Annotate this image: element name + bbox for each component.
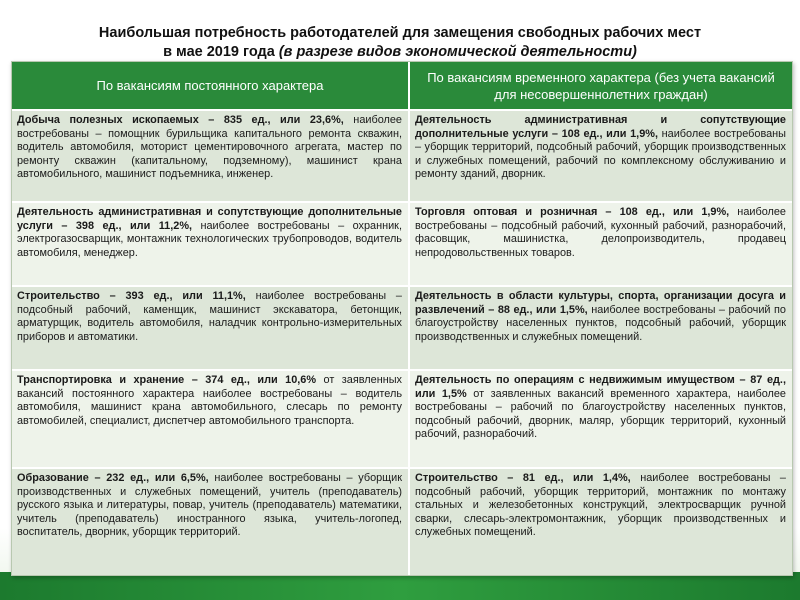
cell-text: наиболее востребованы – уборщик производственных и служебных помещений, учитель (преподаватель) русского языка и литературы, повар, учитель (преподаватель) математики, учитель (преподаватель) иностранного языка, учитель-логопед, воспитатель, дворник, уборщик территорий. — [17, 472, 402, 539]
cell-text: от заявленных вакансий временного характера, наиболее востребованы – рабочий по благоустройству населенных пунктов, подсобный рабочий, дворник, маляр, уборщик территорий, кухонный рабочий, разнорабочий. — [415, 387, 786, 441]
table-row — [12, 109, 792, 201]
cell-text: от заявленных вакансий постоянного характера наиболее востребованы – водитель автомобиля, машинист крана автомобильного, слесарь по ремонту автомобилей, специалист, диспетчер автомобильного транспорта. — [17, 374, 402, 427]
cell-text: наиболее востребованы – подсобный рабочий, уборщик территорий, монтажник по монтажу стальных и железобетонных конструкций, электросварщик ручной сварки, слесарь-электромонтажник, уборщик производственных и служебных помещений. — [415, 472, 786, 539]
title-period: в мае 2019 года — [163, 44, 275, 60]
title-line-2 — [40, 43, 760, 62]
cell-heading: Строительство – 393 ед., или 11,1%, — [17, 290, 246, 302]
cell-heading: Деятельность административная и сопутствующие дополнительные услуги – 108 ед., или 1,9%, — [415, 114, 786, 140]
cell-heading: Деятельность административная и сопутствующие дополнительные услуги – 398 ед., или 11,2%, — [17, 206, 402, 232]
page-title — [40, 24, 760, 62]
title-italic-note: (в разрезе видов экономической деятельности) — [278, 44, 637, 60]
permanent-cell — [12, 287, 410, 369]
cell-text: наиболее востребованы – рабочий по благоустройству населенных пунктов, подсобный рабочий, уборщик производственных и служебных помещений. — [415, 303, 786, 343]
permanent-cell — [12, 203, 410, 285]
cell-heading: Строительство – 81 ед., или 1,4%, — [415, 472, 631, 484]
cell-heading: Транспортировка и хранение – 374 ед., или 10,6% — [17, 374, 317, 386]
permanent-cell — [12, 111, 410, 201]
cell-text: наиболее востребованы – помощник бурильщика капитального ремонта скважин, водитель автомобиля, моторист цементировочного агрегата, мастер по ремонту скважин (капитальному, подземному), машинист крана автомобильного, машинист подъемника, инженер. — [17, 114, 402, 181]
cell-heading: Торговля оптовая и розничная – 108 ед., или 1,9%, — [415, 206, 730, 218]
temporary-cell — [410, 287, 792, 369]
vacancies-table — [11, 61, 793, 576]
temporary-cell — [410, 371, 792, 467]
cell-text: наиболее востребованы – охранник, электрогазосварщик, монтажник технологических трубопроводов, водитель автомобиля, менеджер. — [17, 219, 402, 259]
cell-text: наиболее востребованы – подсобный рабочий, кухонный рабочий, разнорабочий, фасовщик, машинистка, делопроизводитель, продавец непродовольственных товаров. — [415, 206, 786, 259]
table-row — [12, 369, 792, 467]
temporary-cell — [410, 469, 792, 575]
table-row — [12, 201, 792, 285]
cell-heading: Образование – 232 ед., или 6,5%, — [17, 472, 209, 484]
table-row — [12, 467, 792, 575]
permanent-cell — [12, 371, 410, 467]
cell-heading: Деятельность в области культуры, спорта, организации досуга и развлечений – 88 ед., или 1,5%, — [415, 290, 786, 316]
cell-text: наиболее востребованы – уборщик территорий, подсобный рабочий, уборщик производственных и служебных помещений, рабочий по комплексному обслуживанию и ремонту зданий, дворник. — [415, 127, 787, 181]
temporary-cell — [410, 203, 792, 285]
temporary-cell — [410, 111, 792, 201]
table-header-row — [12, 62, 792, 109]
header-permanent-vacancies: По вакансиям постоянного характера — [12, 62, 410, 109]
header-temporary-vacancies: По вакансиям временного характера (без учета вакансий для несовершеннолетних граждан) — [410, 62, 792, 109]
permanent-cell — [12, 469, 410, 575]
cell-heading: Деятельность по операциям с недвижимым имуществом – 87 ед., или 1,5% — [415, 374, 786, 400]
cell-heading: Добыча полезных ископаемых – 835 ед., или 23,6%, — [17, 114, 344, 126]
title-line-1: Наибольшая потребность работодателей для замещения свободных рабочих мест — [98, 25, 702, 41]
cell-text: наиболее востребованы – подсобный рабочий, каменщик, машинист экскаватора, бетонщик, арматурщик, водитель автомобиля, наладчик контрольно-измерительных приборов и автоматики. — [17, 290, 402, 343]
footer-green-band — [0, 572, 800, 600]
table-row — [12, 285, 792, 369]
